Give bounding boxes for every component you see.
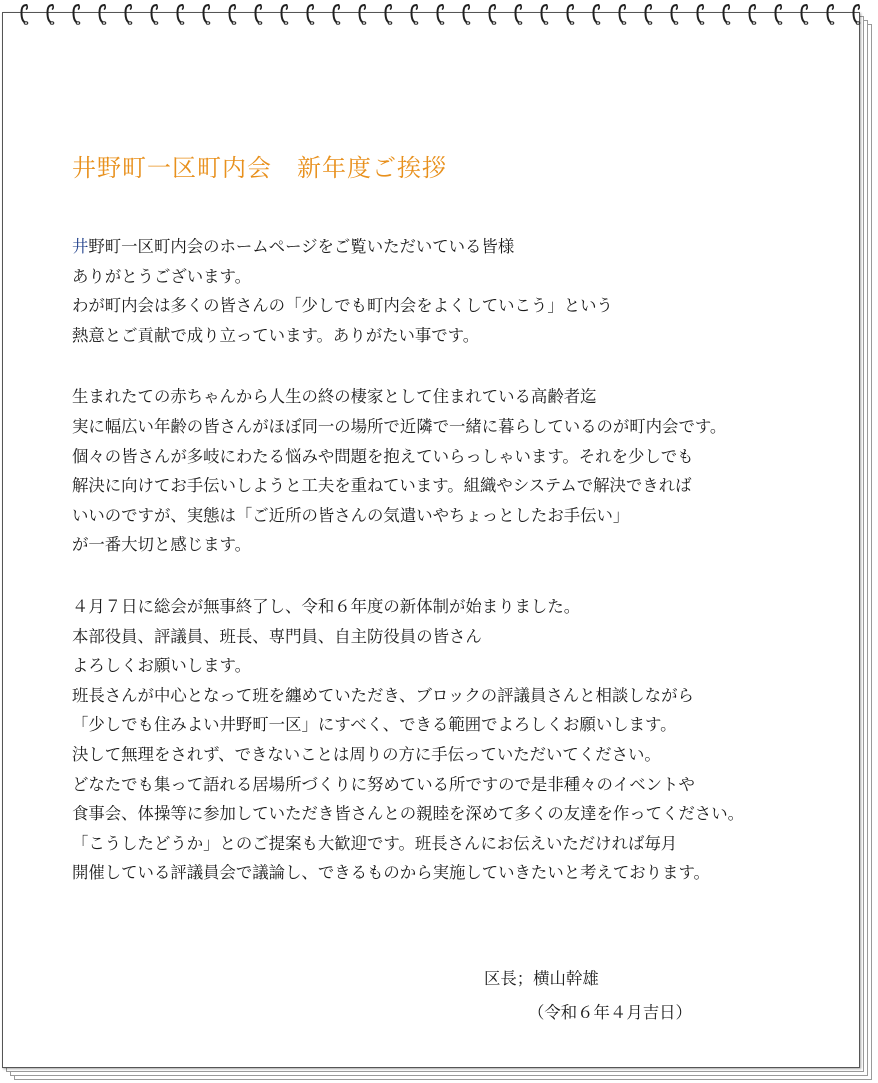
spiral-binding-ring-icon (695, 3, 705, 25)
spiral-binding-ring-icon (383, 3, 393, 25)
spiral-binding-ring-icon (617, 3, 627, 25)
text-line: 実に幅広い年齢の皆さんがほぼ同一の場所で近隣で一緒に暮らしているのが町内会です。 (72, 416, 727, 436)
text-line: 本部役員、評議員、班長、専門員、自主防役員の皆さん (72, 626, 482, 646)
text-line: 解決に向けてお手伝いしようと工夫を重ねています。組織やシステムで解決できれば (72, 476, 692, 496)
signature-block (484, 962, 692, 1030)
spiral-binding-ring-icon (201, 3, 211, 25)
page-title: 井野町一区町内会 新年度ご挨拶 (72, 154, 447, 182)
text-line: いいのですが、実態は「ご近所の皆さんの気遣いやちょっとしたお手伝い」 (72, 505, 630, 525)
text-line: が一番大切と感じます。 (72, 535, 251, 555)
text-line: 開催している評議員会で議論し、できるものから実施していきたいと考えております。 (72, 863, 710, 883)
spiral-binding-ring-icon (71, 3, 81, 25)
spiral-binding (0, 0, 878, 30)
spiral-binding-ring-icon (513, 3, 523, 25)
spiral-binding-ring-icon (227, 3, 237, 25)
spiral-binding-ring-icon (669, 3, 679, 25)
spiral-binding-ring-icon (149, 3, 159, 25)
spiral-binding-ring-icon (331, 3, 341, 25)
spiral-binding-ring-icon (825, 3, 835, 25)
paragraph-2 (72, 382, 842, 560)
text-line: 熱意とご貢献で成り立っています。ありがたい事です。 (72, 325, 480, 345)
spiral-binding-ring-icon (461, 3, 471, 25)
spiral-binding-ring-icon (97, 3, 107, 25)
spiral-binding-ring-icon (175, 3, 185, 25)
text-line: 「少しでも住みよい井野町一区」にすべく、できる範囲でよろしくお願いします。 (72, 715, 677, 735)
greeting-body (72, 232, 842, 920)
spiral-binding-ring-icon (123, 3, 133, 25)
text-line: 生まれたての赤ちゃんから人生の終の棲家として住まれている高齢者迄 (72, 387, 597, 407)
signature-name: 区長；横山幹雄 (484, 969, 599, 988)
spiral-binding-ring-icon (565, 3, 575, 25)
spiral-binding-ring-icon (19, 3, 29, 25)
first-char-accent: 井 (72, 237, 89, 256)
spiral-binding-ring-icon (409, 3, 419, 25)
text-line: よろしくお願いします。 (72, 656, 251, 676)
spiral-binding-ring-icon (305, 3, 315, 25)
text-line: 決して無理をされず、できないことは周りの方に手伝っていただいてください。 (72, 744, 661, 764)
spiral-binding-ring-icon (643, 3, 653, 25)
spiral-binding-ring-icon (721, 3, 731, 25)
text-line: 班長さんが中心となって班を纏めていただき、ブロックの評議員さんと相談しながら (72, 685, 694, 705)
text-line: 個々の皆さんが多岐にわたる悩みや問題を抱えていらっしゃいます。それを少しでも (72, 446, 694, 466)
text-line: わが町内会は多くの皆さんの「少しでも町内会をよくしていこう」という (72, 296, 613, 316)
text-line: どなたでも集って語れる居場所づくりに努めている所ですので是非種々のイベントや (72, 774, 695, 794)
spiral-binding-ring-icon (253, 3, 263, 25)
paragraph-3 (72, 592, 842, 888)
text-line: ４月７日に総会が無事終了し、令和６年度の新体制が始まりました。 (72, 596, 581, 616)
text-line: ありがとうございます。 (72, 266, 251, 286)
text-line: 「こうしたどうか」とのご提案も大歓迎です。班長さんにお伝えいただければ毎月 (72, 833, 678, 853)
spiral-binding-ring-icon (45, 3, 55, 25)
spiral-binding-ring-icon (773, 3, 783, 25)
spiral-binding-ring-icon (747, 3, 757, 25)
spiral-binding-ring-icon (799, 3, 809, 25)
spiral-binding-ring-icon (591, 3, 601, 25)
paragraph-1 (72, 232, 842, 350)
signature-date: （令和６年４月吉日） (528, 1003, 692, 1022)
spiral-binding-ring-icon (357, 3, 367, 25)
text-line: 井野町一区町内会のホームページをご覧いただいている皆様 (72, 237, 515, 256)
spiral-binding-ring-icon (487, 3, 497, 25)
spiral-binding-ring-icon (279, 3, 289, 25)
spiral-binding-ring-icon (539, 3, 549, 25)
spiral-binding-ring-icon (851, 3, 861, 25)
spiral-binding-ring-icon (435, 3, 445, 25)
text-line: 食事会、体操等に参加していただき皆さんとの親睦を深めて多くの友達を作ってください。 (72, 804, 745, 824)
